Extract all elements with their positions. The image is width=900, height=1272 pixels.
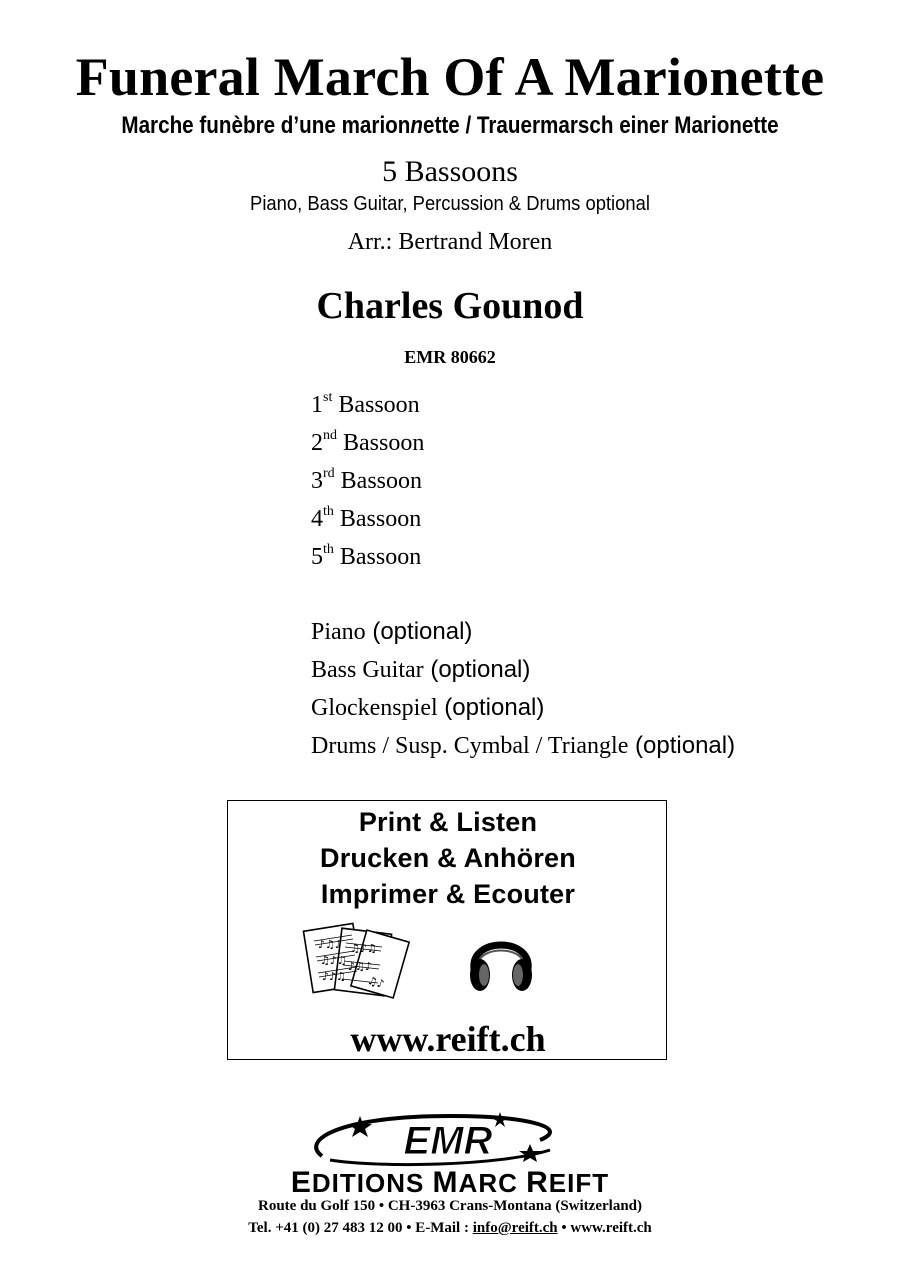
title: Funeral March Of A Marionette (75, 47, 825, 107)
optional-instruments: Piano, Bass Guitar, Percussion & Drums optional (250, 193, 650, 215)
publisher-name: EDITIONS MARC REIFT (290, 1166, 610, 1199)
promo-line-fr: Imprimer & Ecouter (320, 879, 576, 909)
headphones-icon (466, 925, 536, 997)
svg-text:♫♪: ♫♪ (365, 973, 386, 991)
part-item: 3rd Bassoon (311, 466, 423, 494)
optional-part-item: Piano (optional) (311, 618, 473, 645)
website-link[interactable]: www.reift.ch (350, 1019, 546, 1059)
svg-text:♪♫♪: ♪♫♪ (348, 960, 372, 973)
catalog-number: EMR 80662 (404, 347, 496, 367)
print-listen-box (227, 800, 667, 1060)
subtitle-part-1: Marche funèbre d’une marion (121, 112, 411, 139)
publisher-address: Route du Golf 150 • CH-3963 Crans-Montana (Switzerland) (258, 1198, 642, 1214)
svg-text:♫♪♫: ♫♪♫ (320, 954, 347, 967)
part-item: 4th Bassoon (311, 504, 422, 532)
subtitle-part-italic: n (410, 112, 424, 139)
parts-list (311, 386, 424, 576)
publisher-contact: Tel. +41 (0) 27 483 12 00 • E-Mail : info@reift.ch • www.reift.ch (248, 1220, 652, 1236)
svg-text:♪♪♫: ♪♪♫ (322, 970, 346, 983)
emr-logo (300, 1110, 600, 1170)
subtitle-part-2: ette / Trauermarsch einer Marionette (423, 112, 779, 139)
composer: Charles Gounod (316, 285, 584, 327)
logo-text: EMR (403, 1119, 493, 1163)
instrumentation: 5 Bassoons (382, 155, 518, 188)
subtitle (63, 112, 837, 140)
part-item: 5th Bassoon (311, 542, 422, 570)
svg-text:♫♪♫: ♫♪♫ (350, 942, 377, 955)
optional-part-item: Glockenspiel (optional) (311, 694, 545, 721)
part-item: 2nd Bassoon (311, 428, 425, 456)
sheet-music-icon (300, 921, 412, 999)
promo-line-de: Drucken & Anhören (320, 843, 576, 873)
promo-line-en: Print & Listen (358, 807, 538, 837)
svg-text:♪♫♪: ♪♫♪ (318, 938, 342, 951)
part-item: 1st Bassoon (311, 390, 420, 418)
optional-part-item: Bass Guitar (optional) (311, 656, 531, 683)
optional-part-item: Drums / Susp. Cymbal / Triangle (optional) (311, 732, 736, 759)
email-link[interactable]: info@reift.ch (472, 1220, 558, 1236)
optional-parts-list (311, 613, 735, 765)
arranger: Arr.: Bertrand Moren (347, 229, 553, 255)
